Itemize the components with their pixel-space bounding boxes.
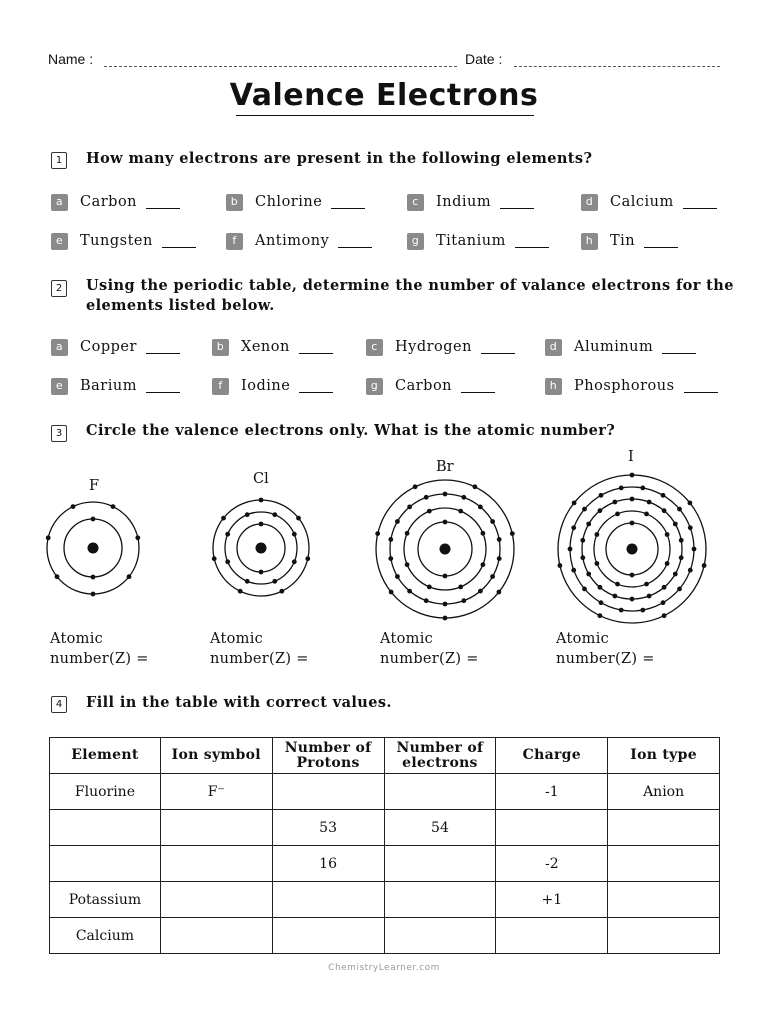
electron[interactable] xyxy=(91,592,96,597)
answer-blank[interactable] xyxy=(481,341,515,354)
question-4-number: 4 xyxy=(51,696,67,713)
question-1-number: 1 xyxy=(51,152,67,169)
answer-blank[interactable] xyxy=(662,341,696,354)
element-label: Carbon xyxy=(80,194,138,210)
header-text: electrons xyxy=(402,754,478,771)
electron[interactable] xyxy=(443,520,448,525)
electron[interactable] xyxy=(490,519,495,524)
electron[interactable] xyxy=(55,574,60,579)
atomic-label-line1: Atomic xyxy=(380,631,434,647)
answer-blank[interactable] xyxy=(146,196,180,209)
electron[interactable] xyxy=(644,582,649,587)
electron[interactable] xyxy=(582,587,587,592)
q1-item-d xyxy=(581,193,717,211)
question-2-number: 2 xyxy=(51,280,67,297)
nucleus xyxy=(627,544,638,555)
table-cell: 16 xyxy=(272,846,384,882)
date-line[interactable] xyxy=(514,66,720,67)
table-cell[interactable] xyxy=(160,810,272,846)
table-cell: -2 xyxy=(496,846,608,882)
q2-item-g xyxy=(366,377,495,395)
name-line[interactable] xyxy=(104,66,457,67)
element-label: Antimony xyxy=(255,233,330,249)
table-cell[interactable] xyxy=(160,918,272,954)
electron[interactable] xyxy=(245,579,250,584)
electron[interactable] xyxy=(673,572,678,577)
electron[interactable] xyxy=(688,501,693,506)
element-label: Phosphorous xyxy=(574,378,675,394)
electron[interactable] xyxy=(630,473,635,478)
electron[interactable] xyxy=(630,521,635,526)
electron[interactable] xyxy=(443,492,448,497)
electron[interactable] xyxy=(292,532,297,537)
table-row xyxy=(50,774,720,810)
element-label: Tin xyxy=(610,233,636,249)
header-text: Element xyxy=(71,747,139,763)
answer-blank[interactable] xyxy=(644,235,678,248)
table-cell[interactable] xyxy=(272,918,384,954)
bohr-diagrams xyxy=(0,440,768,630)
electron[interactable] xyxy=(630,573,635,578)
question-1-text: How many electrons are present in the following elements? xyxy=(86,150,593,167)
electron[interactable] xyxy=(595,532,600,537)
electron[interactable] xyxy=(225,559,230,564)
table-cell[interactable] xyxy=(384,918,496,954)
q2-item-a xyxy=(51,338,180,356)
answer-blank[interactable] xyxy=(331,196,365,209)
table-cell[interactable] xyxy=(608,846,720,882)
electron[interactable] xyxy=(582,507,587,512)
electron[interactable] xyxy=(644,512,649,517)
table-cell[interactable] xyxy=(496,918,608,954)
date-label: Date : xyxy=(465,51,503,67)
letter-badge: a xyxy=(51,339,68,356)
atom-symbol-i: I xyxy=(628,449,634,465)
atom-symbol-br: Br xyxy=(436,459,454,475)
electron[interactable] xyxy=(613,500,618,505)
electron[interactable] xyxy=(443,574,448,579)
electron[interactable] xyxy=(615,512,620,517)
electron[interactable] xyxy=(292,559,297,564)
electron[interactable] xyxy=(640,608,645,613)
electron[interactable] xyxy=(673,522,678,527)
question-4-text: Fill in the table with correct values. xyxy=(86,694,392,711)
q2-item-h xyxy=(545,377,718,395)
electron[interactable] xyxy=(572,501,577,506)
electron[interactable] xyxy=(443,602,448,607)
answer-blank[interactable] xyxy=(338,235,372,248)
table-cell[interactable] xyxy=(384,846,496,882)
table-cell: F⁻ xyxy=(160,774,272,810)
answer-blank[interactable] xyxy=(684,380,718,393)
table-cell[interactable] xyxy=(608,810,720,846)
table-cell[interactable] xyxy=(160,846,272,882)
atom-cl xyxy=(212,498,310,596)
table-cell[interactable] xyxy=(272,774,384,810)
electron[interactable] xyxy=(679,555,684,560)
table-cell: Calcium xyxy=(50,918,161,954)
table-cell[interactable] xyxy=(160,882,272,918)
letter-badge: g xyxy=(407,233,424,250)
electron[interactable] xyxy=(407,589,412,594)
table-cell[interactable] xyxy=(384,774,496,810)
electron[interactable] xyxy=(91,575,96,580)
answer-blank[interactable] xyxy=(299,380,333,393)
electron[interactable] xyxy=(225,532,230,537)
electron[interactable] xyxy=(510,531,515,536)
electron[interactable] xyxy=(661,493,666,498)
electron[interactable] xyxy=(279,589,284,594)
electron[interactable] xyxy=(305,556,310,561)
electron[interactable] xyxy=(665,561,670,566)
answer-blank[interactable] xyxy=(146,341,180,354)
title-underline xyxy=(236,115,534,116)
q1-item-g xyxy=(407,232,549,250)
electron[interactable] xyxy=(615,582,620,587)
q2-item-f xyxy=(212,377,333,395)
electron[interactable] xyxy=(661,600,666,605)
electron[interactable] xyxy=(481,562,486,567)
electron[interactable] xyxy=(619,486,624,491)
electron[interactable] xyxy=(599,600,604,605)
table-cell[interactable] xyxy=(50,810,161,846)
atomic-label-line1: Atomic xyxy=(50,631,104,647)
electron[interactable] xyxy=(630,497,635,502)
letter-badge: d xyxy=(545,339,562,356)
electron[interactable] xyxy=(46,535,51,540)
question-3-number: 3 xyxy=(51,425,67,442)
electron[interactable] xyxy=(558,563,563,568)
electron[interactable] xyxy=(662,508,667,513)
letter-badge: f xyxy=(226,233,243,250)
answer-blank[interactable] xyxy=(500,196,534,209)
electron[interactable] xyxy=(473,484,478,489)
electron[interactable] xyxy=(238,589,243,594)
electron[interactable] xyxy=(630,597,635,602)
letter-badge: b xyxy=(212,339,229,356)
table-cell: Anion xyxy=(608,774,720,810)
electron[interactable] xyxy=(692,547,697,552)
table-cell: Potassium xyxy=(50,882,161,918)
q2-item-d xyxy=(545,338,696,356)
electron[interactable] xyxy=(497,556,502,561)
element-label: Barium xyxy=(80,378,137,394)
element-label: Xenon xyxy=(241,339,290,355)
table-cell: 54 xyxy=(384,810,496,846)
electron[interactable] xyxy=(245,512,250,517)
table-row xyxy=(50,846,720,882)
answer-blank[interactable] xyxy=(162,235,196,248)
electron[interactable] xyxy=(259,522,264,527)
letter-badge: f xyxy=(212,378,229,395)
electron[interactable] xyxy=(91,517,96,522)
atomic-number-f xyxy=(50,629,149,669)
electron[interactable] xyxy=(458,585,463,590)
electron[interactable] xyxy=(458,509,463,514)
electron[interactable] xyxy=(272,579,277,584)
element-label: Indium xyxy=(436,194,492,210)
letter-badge: a xyxy=(51,194,68,211)
question-2-text-line2: elements listed below. xyxy=(86,297,275,314)
electron[interactable] xyxy=(296,516,301,521)
question-3-text: Circle the valence electrons only. What is the atomic number? xyxy=(86,422,616,439)
table-cell: 53 xyxy=(272,810,384,846)
element-label: Calcium xyxy=(610,194,674,210)
table-header-cell xyxy=(50,738,161,774)
electron[interactable] xyxy=(388,556,393,561)
answer-blank[interactable] xyxy=(515,235,549,248)
letter-badge: g xyxy=(366,378,383,395)
table-cell[interactable] xyxy=(384,882,496,918)
letter-badge: c xyxy=(407,194,424,211)
electron[interactable] xyxy=(679,538,684,543)
element-label: Aluminum xyxy=(574,339,654,355)
letter-badge: e xyxy=(51,378,68,395)
electron[interactable] xyxy=(613,594,618,599)
electron[interactable] xyxy=(580,538,585,543)
electron[interactable] xyxy=(478,589,483,594)
answer-blank[interactable] xyxy=(146,380,180,393)
electron[interactable] xyxy=(427,585,432,590)
atom-symbol-cl: Cl xyxy=(253,471,269,487)
electron[interactable] xyxy=(598,613,603,618)
electron[interactable] xyxy=(647,594,652,599)
element-label: Copper xyxy=(80,339,137,355)
electron[interactable] xyxy=(127,574,132,579)
element-label: Iodine xyxy=(241,378,291,394)
q2-item-b xyxy=(212,338,333,356)
atom-symbol-f: F xyxy=(89,478,100,494)
q1-item-b xyxy=(226,193,365,211)
electron[interactable] xyxy=(497,590,502,595)
ion-table xyxy=(49,737,720,954)
atom-br xyxy=(375,480,514,620)
table-header-cell xyxy=(608,738,720,774)
electron[interactable] xyxy=(388,537,393,542)
letter-badge: e xyxy=(51,233,68,250)
electron[interactable] xyxy=(395,519,400,524)
electron[interactable] xyxy=(571,525,576,530)
electron[interactable] xyxy=(662,613,667,618)
letter-badge: h xyxy=(581,233,598,250)
table-row xyxy=(50,918,720,954)
electron[interactable] xyxy=(598,585,603,590)
electron[interactable] xyxy=(71,504,76,509)
atomic-number-br xyxy=(380,629,479,669)
nucleus xyxy=(256,543,267,554)
element-label: Chlorine xyxy=(255,194,323,210)
table-cell: Fluorine xyxy=(50,774,161,810)
q1-item-f xyxy=(226,232,372,250)
electron[interactable] xyxy=(212,556,217,561)
q1-item-a xyxy=(51,193,180,211)
answer-blank[interactable] xyxy=(299,341,333,354)
electron[interactable] xyxy=(640,486,645,491)
electron[interactable] xyxy=(405,531,410,536)
table-cell[interactable] xyxy=(608,882,720,918)
table-header-row xyxy=(50,738,720,774)
letter-badge: h xyxy=(545,378,562,395)
element-label: Hydrogen xyxy=(395,339,472,355)
table-cell[interactable] xyxy=(608,918,720,954)
electron[interactable] xyxy=(427,509,432,514)
question-2-text-line1: Using the periodic table, determine the number of valance electrons for the xyxy=(86,277,734,294)
electron[interactable] xyxy=(580,555,585,560)
table-cell[interactable] xyxy=(496,810,608,846)
electron[interactable] xyxy=(595,561,600,566)
electron[interactable] xyxy=(619,608,624,613)
electron[interactable] xyxy=(677,587,682,592)
header-text: Ion type xyxy=(630,747,697,763)
header-text: Number of xyxy=(396,739,484,756)
table-row xyxy=(50,882,720,918)
electron[interactable] xyxy=(586,522,591,527)
electron[interactable] xyxy=(598,508,603,513)
electron[interactable] xyxy=(389,590,394,595)
q2-item-c xyxy=(366,338,515,356)
electron[interactable] xyxy=(481,531,486,536)
electron[interactable] xyxy=(375,531,380,536)
atomic-label-line2[interactable]: number(Z) = xyxy=(50,651,149,667)
table-cell: +1 xyxy=(496,882,608,918)
electron[interactable] xyxy=(677,507,682,512)
electron[interactable] xyxy=(272,512,277,517)
electron[interactable] xyxy=(702,563,707,568)
electron[interactable] xyxy=(688,568,693,573)
electron[interactable] xyxy=(647,500,652,505)
header-text: Charge xyxy=(522,747,581,763)
table-header-cell xyxy=(272,738,384,774)
electron[interactable] xyxy=(662,585,667,590)
footer-credit: ChemistryLearner.com xyxy=(328,963,440,973)
nucleus xyxy=(88,543,99,554)
electron[interactable] xyxy=(424,495,429,500)
electron[interactable] xyxy=(497,537,502,542)
electron[interactable] xyxy=(259,570,264,575)
electron[interactable] xyxy=(443,616,448,621)
element-label: Carbon xyxy=(395,378,453,394)
electron[interactable] xyxy=(424,598,429,603)
header-text: Ion symbol xyxy=(171,747,261,763)
electron[interactable] xyxy=(688,525,693,530)
q1-item-h xyxy=(581,232,678,250)
atomic-label-line2[interactable]: number(Z) = xyxy=(210,651,309,667)
atomic-label-line2[interactable]: number(Z) = xyxy=(556,651,655,667)
electron[interactable] xyxy=(221,516,226,521)
electron[interactable] xyxy=(478,505,483,510)
electron[interactable] xyxy=(490,574,495,579)
page-title: Valence Electrons xyxy=(229,78,539,113)
electron[interactable] xyxy=(259,498,264,503)
table-cell: -1 xyxy=(496,774,608,810)
q2-item-e xyxy=(51,377,180,395)
electron[interactable] xyxy=(571,568,576,573)
header-text: Protons xyxy=(296,754,360,771)
electron[interactable] xyxy=(135,535,140,540)
letter-badge: c xyxy=(366,339,383,356)
table-cell[interactable] xyxy=(50,846,161,882)
table-header-cell xyxy=(384,738,496,774)
electron[interactable] xyxy=(407,505,412,510)
electron[interactable] xyxy=(665,532,670,537)
element-label: Titanium xyxy=(436,233,506,249)
electron[interactable] xyxy=(405,562,410,567)
electron[interactable] xyxy=(461,598,466,603)
electron[interactable] xyxy=(413,484,418,489)
electron[interactable] xyxy=(586,572,591,577)
letter-badge: d xyxy=(581,194,598,211)
atomic-number-i xyxy=(556,629,655,669)
electron[interactable] xyxy=(599,493,604,498)
atomic-label-line1: Atomic xyxy=(556,631,610,647)
answer-blank[interactable] xyxy=(683,196,717,209)
name-label: Name : xyxy=(48,51,94,67)
header-text: Number of xyxy=(284,739,372,756)
electron[interactable] xyxy=(111,504,116,509)
atomic-label-line1: Atomic xyxy=(210,631,264,647)
answer-blank[interactable] xyxy=(461,380,495,393)
table-header-cell xyxy=(496,738,608,774)
q1-item-e xyxy=(51,232,196,250)
letter-badge: b xyxy=(226,194,243,211)
electron[interactable] xyxy=(568,547,573,552)
atom-i xyxy=(558,473,707,623)
table-header-cell xyxy=(160,738,272,774)
q1-item-c xyxy=(407,193,534,211)
table-cell[interactable] xyxy=(272,882,384,918)
atomic-label-line2[interactable]: number(Z) = xyxy=(380,651,479,667)
element-label: Tungsten xyxy=(80,233,153,249)
nucleus xyxy=(440,544,451,555)
atomic-number-cl xyxy=(210,629,309,669)
table-row xyxy=(50,810,720,846)
electron[interactable] xyxy=(395,574,400,579)
atom-f xyxy=(46,502,140,596)
electron[interactable] xyxy=(461,495,466,500)
